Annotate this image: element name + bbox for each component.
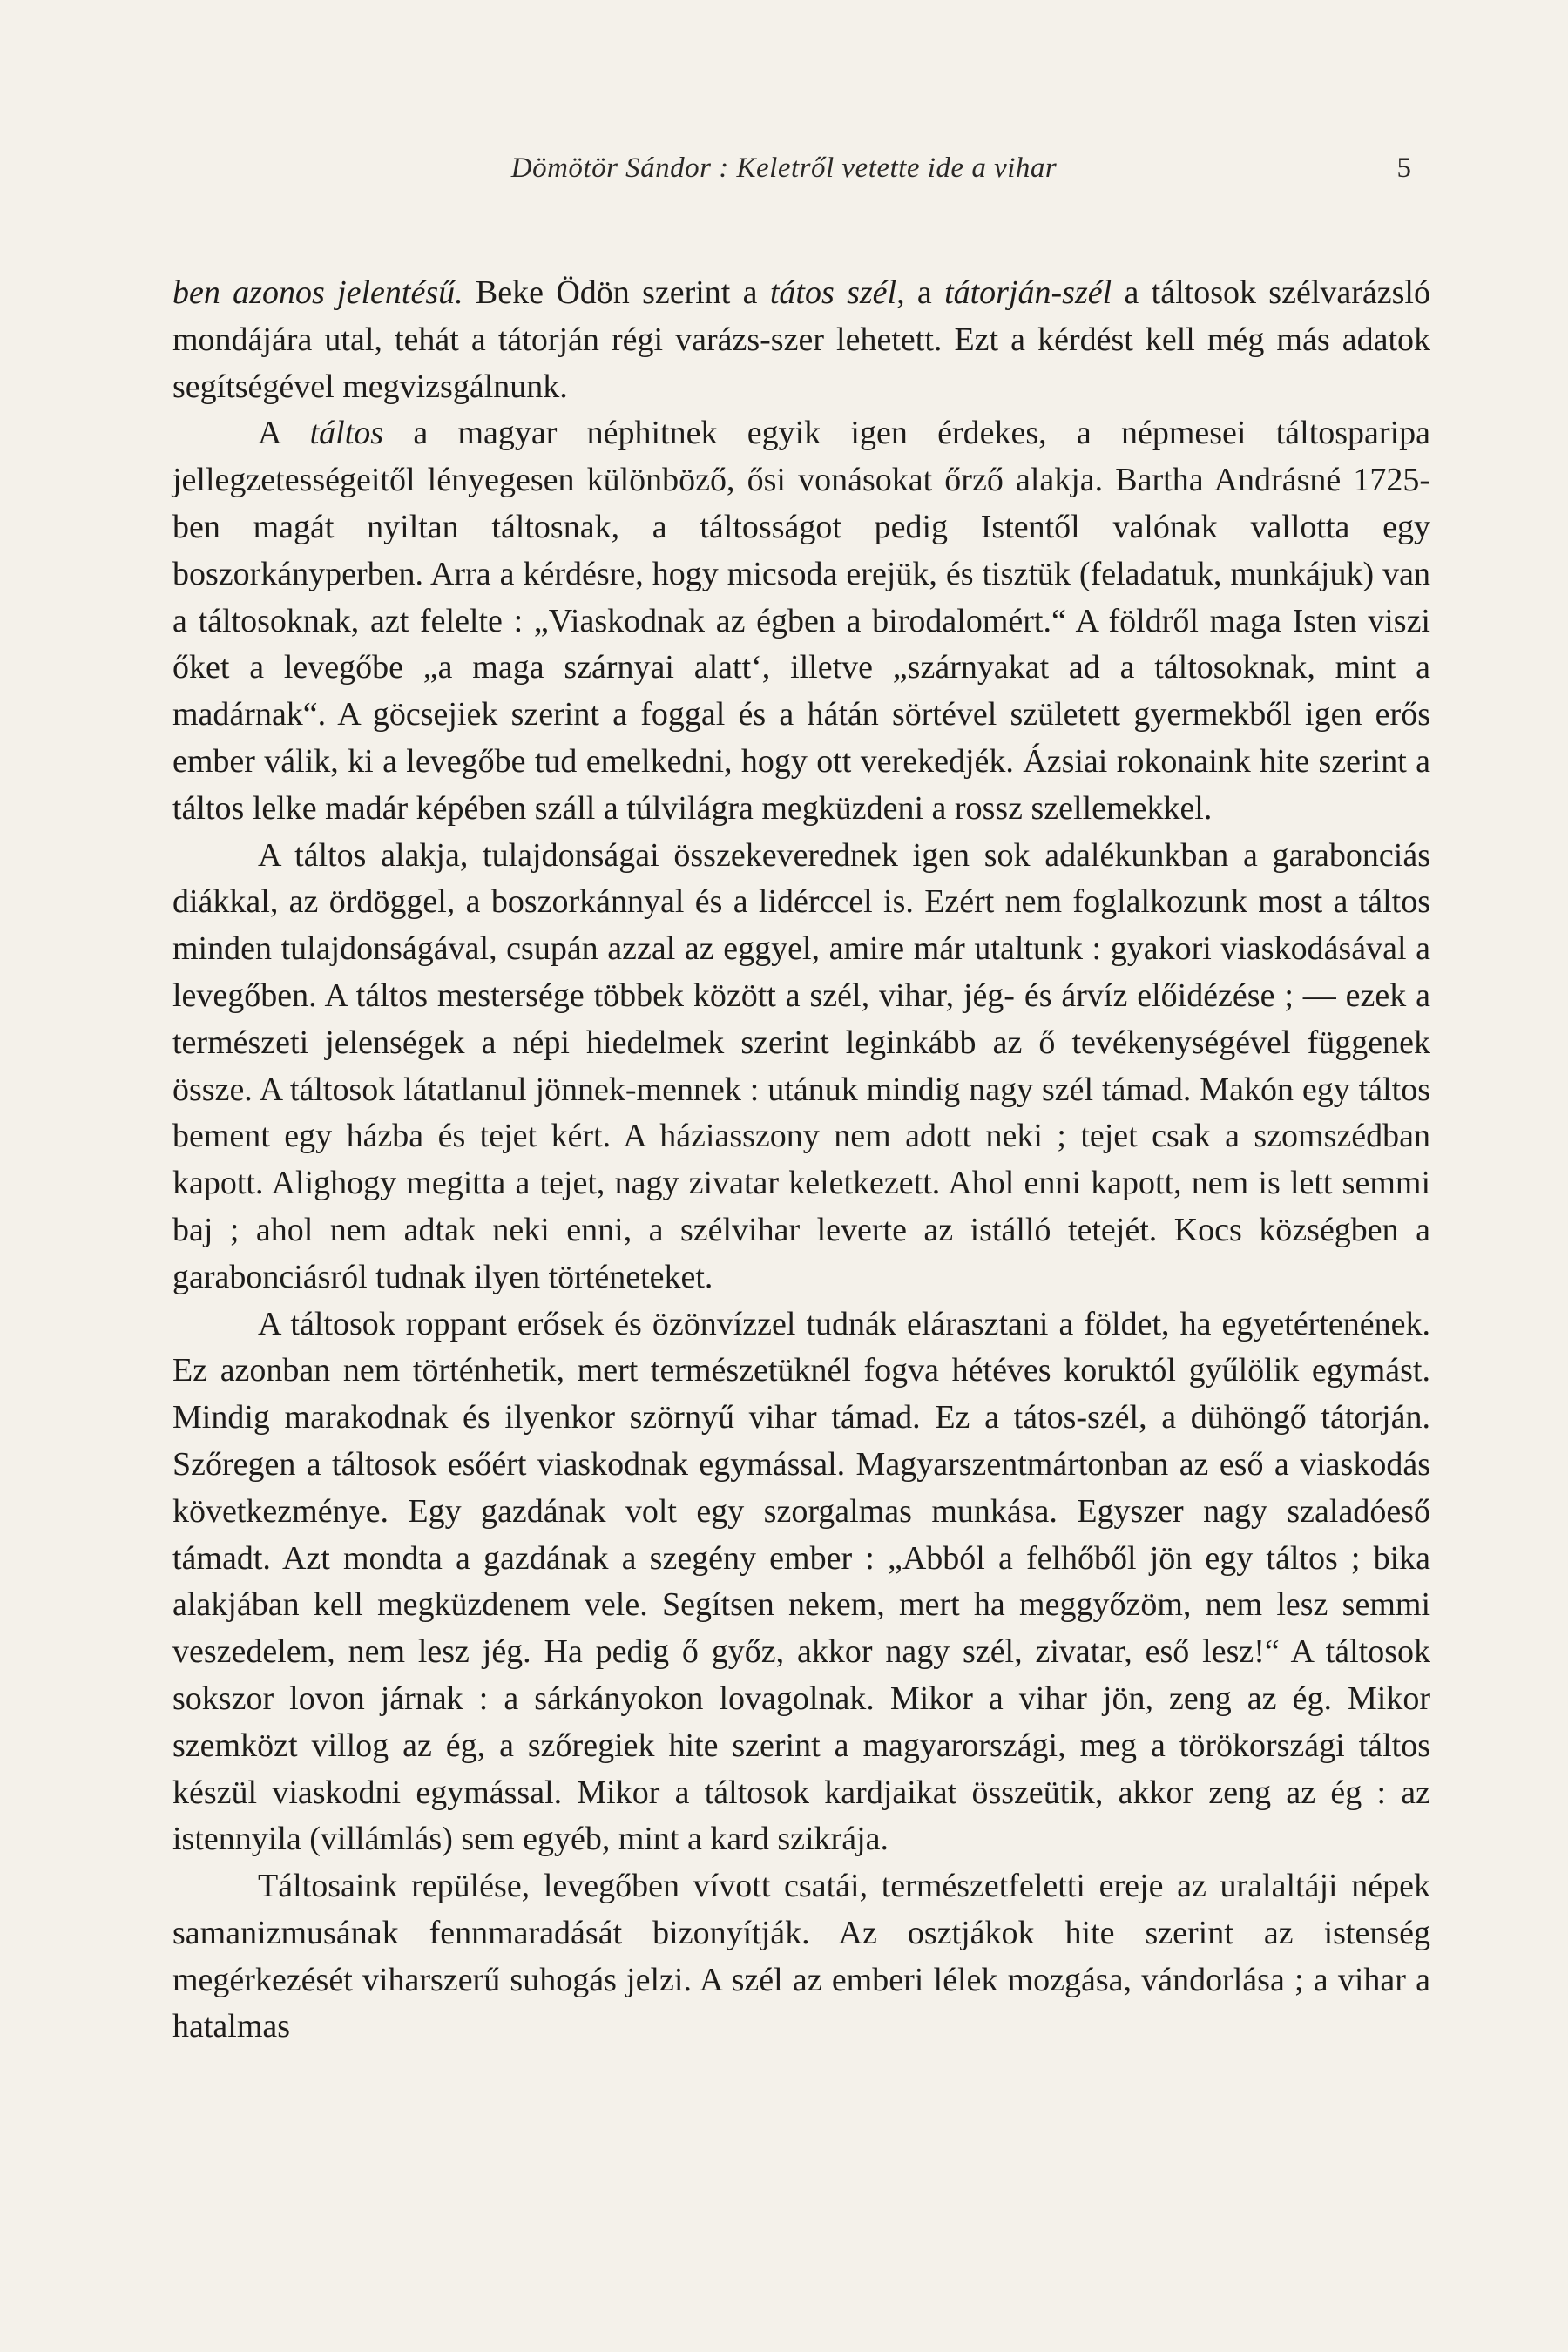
running-title: Dömötör Sándor : Keletről vetette ide a vihar	[510, 152, 1058, 184]
text-run: Beke Ödön szerint a	[463, 274, 770, 311]
text-run: a táltosok szélvarázsló mondájára utal, tehát a tátorján régi varázs-szer lehetett. Ezt a kérdést kell még más adatok segítségével megvizsgálnunk.	[172, 274, 1430, 405]
italic-term: tátorján-szél	[944, 274, 1112, 311]
running-head	[0, 146, 1568, 190]
text-run: a magyar néphitnek egyik igen érdekes, a népmesei táltosparipa jellegzetességeitől lényegesen különböző, ősi vonásokat őrző alakja. Bartha Andrásné 1725-ben magát nyiltan táltosnak, a táltosságot pedig Istentől valónak vallotta egy boszorkányperben. Arra a kérdésre, hogy micsoda erejük, és tisztük (feladatuk, munkájuk) van a táltosoknak, azt felelte : „Viaskodnak az égben a birodalomért.“ A földről maga Isten viszi őket a levegőbe „a maga szárnyai alatt‘, illetve „szárnyakat ad a táltosoknak, mint a madárnak“. A göcsejiek szerint a foggal és a hátán sörtével született gyermekből igen erős ember válik, ki a levegőbe tud emelkedni, hogy ott verekedjék. Ázsiai rokonaink hite szerint a táltos lelke madár képében száll a túlvilágra megküzdeni a rossz szellemekkel.	[172, 415, 1431, 827]
text-run: A táltosok roppant erősek és özönvízzel tudnák elárasztani a földet, ha egyetértenének. Ez azonban nem történhetik, mert természetüknél fogva hétéves koruktól gyűlölik egymást. Mindig marakodnak és ilyenkor szörnyű vihar támad. Ez a tátos-szél, a dühöngő tátorján. Szőregen a táltosok esőért viaskodnak egymással. Magyarszentmártonban az eső a viaskodás következménye. Egy gazdának volt egy szorgalmas munkása. Egyszer nagy szaladóeső támadt. Azt mondta a gazdának a szegény ember : „Abból a felhőből jön egy táltos ; bika alakjában kell megküzdenem vele. Segítsen nekem, mert ha meggyőzöm, nem lesz semmi veszedelem, nem lesz jég. Ha pedig ő győz, akkor nagy szél, zivatar, eső lesz!“ A táltosok sokszor lovon járnak : a sárkányokon lovagolnak. Mikor a vihar jön, zeng az ég. Mikor szemközt villog az ég, a szőregiek hite szerint a magyarországi, meg a törökországi táltos készül viaskodni egymással. Mikor a táltosok kardjaikat összeütik, akkor zeng az ég : az istennyila (villámlás) sem egyéb, mint a kard szikrája.	[172, 1305, 1430, 1858]
paragraph	[172, 1863, 1430, 2051]
italic-term: táltos	[309, 415, 384, 452]
text-run: Táltosaink repülése, levegőben vívott csatái, természetfeletti ereje az uralaltáji népek samanizmusának fennmaradását bizonyítják. Az osztjákok hite szerint az istenség megérkezését viharszerű suhogás jelzi. A szél az emberi lélek mozgása, vándorlása ; a vihar a hatalmas	[172, 1868, 1430, 2045]
body-text	[172, 270, 1430, 2051]
italic-term: ben azonos jelentésű.	[172, 274, 463, 311]
paragraph	[172, 270, 1430, 410]
italic-term: tátos szél	[769, 274, 897, 311]
text-run: , a	[896, 274, 945, 311]
text-run: A táltos alakja, tulajdonságai összekeverednek igen sok adalékunkban a garabonciás diákkal, az ördöggel, a boszorkánnyal és a lidérccel is. Ezért nem foglalkozunk most a táltos minden tulajdonságával, csupán azzal az eggyel, amire már utaltunk : gyakori viaskodásával a levegőben. A táltos mestersége többek között a szél, vihar, jég- és árvíz előidézése ; — ezek a természeti jelenségek a népi hiedelmek szerint leginkább az ő tevékenységével függenek össze. A táltosok látatlanul jönnek-mennek : utánuk mindig nagy szél támad. Makón egy táltos bement egy házba és tejet kért. A háziasszony nem adott neki ; tejet csak a szomszédban kapott. Alighogy megitta a tejet, nagy zivatar keletkezett. Ahol enni kapott, nem is lett semmi baj ; ahol nem adtak neki enni, a szélvihar leverte az istálló tetejét. Kocs községben a garabonciásról tudnak ilyen történeteket.	[172, 836, 1430, 1295]
page-number: 5	[1396, 152, 1411, 184]
paragraph	[172, 410, 1430, 832]
text-run: A	[258, 415, 310, 452]
paragraph	[172, 833, 1430, 1301]
paragraph	[172, 1301, 1430, 1864]
